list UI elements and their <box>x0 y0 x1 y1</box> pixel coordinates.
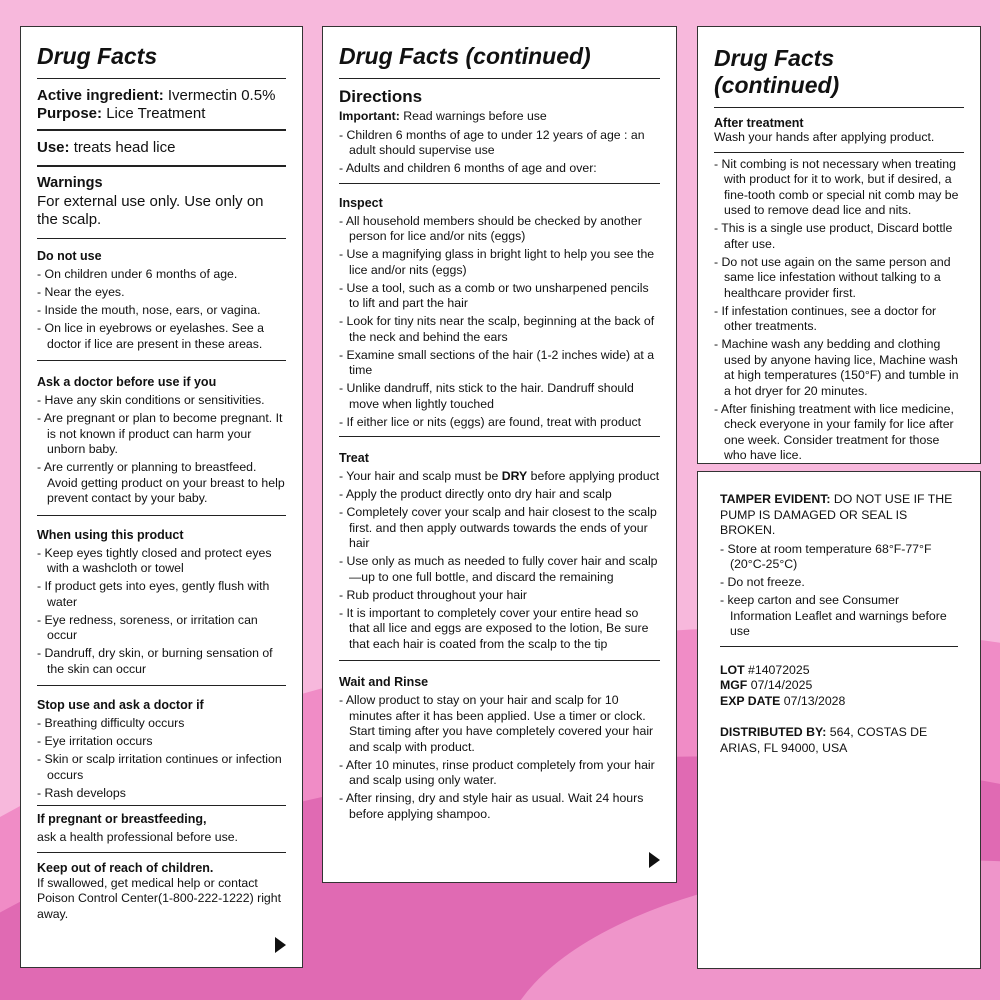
list-item: - Near the eyes. <box>47 285 286 301</box>
list-item: - After finishing treatment with lice medicine, check everyone in your family for lice after one week. Consider treatment for those who have lice. <box>724 402 964 464</box>
list-item: - Have any skin conditions or sensitivities. <box>47 393 286 409</box>
stop-use-list <box>37 716 286 801</box>
warnings-heading: Warnings <box>37 175 103 191</box>
directions-list <box>339 128 660 177</box>
storage-list <box>720 542 958 640</box>
list-item: - Breathing difficulty occurs <box>47 716 286 732</box>
list-item: - Eye redness, soreness, or irritation can occur <box>47 613 286 644</box>
exp-date: EXP DATE 07/13/2028 <box>720 693 846 708</box>
distributor: DISTRIBUTED BY: 564, COSTAS DE ARIAS, FL 94000, USA <box>720 725 928 755</box>
list-item: - Children 6 months of age to under 12 years of age : an adult should supervise use <box>349 128 660 159</box>
after-treatment-text: Wash your hands after applying product. <box>714 130 935 144</box>
list-item: - Are currently or planning to breastfeed. Avoid getting product on your breast to help prevent contact by your baby. <box>47 460 286 507</box>
list-item: - If infestation continues, see a doctor for other treatments. <box>724 304 964 335</box>
list-item: - Eye irritation occurs <box>47 734 286 750</box>
list-item: - Look for tiny nits near the scalp, beginning at the back of the neck and behind the ears <box>349 314 660 345</box>
drug-facts-panel-1 <box>20 26 303 968</box>
list-item: - Do not freeze. <box>730 575 958 591</box>
list-item: - Use a magnifying glass in bright light to help you see the lice and/or nits (eggs) <box>349 247 660 278</box>
continue-arrow-icon <box>275 937 286 953</box>
panel-title: Drug Facts (continued) <box>714 45 964 108</box>
list-item: - Are pregnant or plan to become pregnant. It is not known if product can harm your unborn baby. <box>47 411 286 458</box>
pregnant-heading: If pregnant or breastfeeding, <box>37 812 207 826</box>
list-item: - Apply the product directly onto dry hair and scalp <box>349 487 660 503</box>
tamper-evident: TAMPER EVIDENT: DO NOT USE IF THE PUMP IS DAMAGED OR SEAL IS BROKEN. <box>720 492 953 537</box>
list-item: - This is a single use product, Discard bottle after use. <box>724 221 964 252</box>
list-item: - keep carton and see Consumer Information Leaflet and warnings before use <box>730 593 958 640</box>
list-item: - On children under 6 months of age. <box>47 267 286 283</box>
list-item: - Completely cover your scalp and hair closest to the scalp first. and then apply outwards towards the ends of your hair <box>349 505 660 552</box>
list-item: - Rub product throughout your hair <box>349 588 660 604</box>
list-item: - On lice in eyebrows or eyelashes. See a doctor if lice are present in these areas. <box>47 321 286 352</box>
list-item: - If product gets into eyes, gently flush with water <box>47 579 286 610</box>
lot-number: LOT #14072025 <box>720 662 810 677</box>
panel-title: Drug Facts <box>37 43 286 79</box>
after-treatment-list <box>714 157 964 464</box>
purpose: Purpose: Lice Treatment <box>37 105 206 122</box>
keep-out-text: If swallowed, get medical help or contact Poison Control Center(1-800-222-1222) right away. <box>37 875 282 921</box>
treat-heading: Treat <box>339 451 369 465</box>
list-item: - After rinsing, dry and style hair as usual. Wait 24 hours before applying shampoo. <box>349 791 660 822</box>
stop-use-heading: Stop use and ask a doctor if <box>37 698 204 712</box>
when-using-heading: When using this product <box>37 527 184 542</box>
list-item: - Dandruff, dry skin, or burning sensation of the skin can occur <box>47 646 286 677</box>
list-item: - Keep eyes tightly closed and protect eyes with a washcloth or towel <box>47 546 286 577</box>
list-item: - Nit combing is not necessary when treating with product for it to work, but if desired, a fine-tooth comb or special nit comb may be used to remove dead lice and nits. <box>724 157 964 219</box>
keep-out-heading: Keep out of reach of children. <box>37 860 214 875</box>
important-note: Important: Read warnings before use <box>339 109 547 123</box>
continue-arrow-icon <box>649 852 660 868</box>
list-item: - Machine wash any bedding and clothing used by anyone having lice, Machine wash at high temperatures (150°F) and tumble in a hot dryer for 20 minutes. <box>724 337 964 399</box>
warnings-text: For external use only. Use only on the scalp. <box>37 193 264 228</box>
list-item: - If either lice or nits (eggs) are found, treat with product <box>349 415 660 431</box>
drug-facts-panel-3 <box>697 26 981 464</box>
list-item: - Do not use again on the same person and same lice infestation without talking to a healthcare provider first. <box>724 255 964 302</box>
when-using-list <box>37 546 286 678</box>
list-item: - It is important to completely cover your entire head so that all lice and eggs are exposed to the lotion, Be sure that each hair is coated from the scalp to the tip <box>349 606 660 653</box>
after-treatment-heading: After treatment <box>714 116 804 130</box>
active-ingredient: Active ingredient: Ivermectin 0.5% <box>37 87 276 104</box>
panel-title: Drug Facts (continued) <box>339 43 660 79</box>
list-item: - Rash develops <box>47 786 286 802</box>
list-item: - Examine small sections of the hair (1-2 inches wide) at a time <box>349 348 660 379</box>
treat-list <box>339 469 660 652</box>
ask-doctor-list <box>37 393 286 507</box>
storage-panel <box>697 471 981 969</box>
list-item: - Allow product to stay on your hair and scalp for 10 minutes after it has been applied. Use a timer or clock. Start timing after you have completely covered your hair and scalp with product. <box>349 693 660 755</box>
do-not-use-list <box>37 267 286 352</box>
inspect-heading: Inspect <box>339 195 383 210</box>
list-item: - Use a tool, such as a comb or two unsharpened pencils to lift and part the hair <box>349 281 660 312</box>
list-item: - Unlike dandruff, nits stick to the hair. Dandruff should move when lightly touched <box>349 381 660 412</box>
list-item: - Adults and children 6 months of age and over: <box>349 161 660 177</box>
pregnant-text: ask a health professional before use. <box>37 830 238 844</box>
wait-rinse-heading: Wait and Rinse <box>339 675 429 689</box>
list-item: - Your hair and scalp must be DRY before applying product <box>349 469 660 485</box>
wait-rinse-list <box>339 693 660 822</box>
do-not-use-heading: Do not use <box>37 249 102 263</box>
list-item: - Use only as much as needed to fully cover hair and scalp—up to one full bottle, and discard the remaining <box>349 554 660 585</box>
mfg-date: MGF 07/14/2025 <box>720 678 813 692</box>
list-item: - All household members should be checked by another person for lice and/or nits (eggs) <box>349 214 660 245</box>
use: Use: treats head lice <box>37 139 176 156</box>
drug-facts-panel-2 <box>322 26 677 883</box>
list-item: - Skin or scalp irritation continues or infection occurs <box>47 752 286 783</box>
list-item: - Inside the mouth, nose, ears, or vagina. <box>47 303 286 319</box>
list-item: - After 10 minutes, rinse product completely from your hair and scalp using only water. <box>349 758 660 789</box>
inspect-list <box>339 214 660 431</box>
list-item: - Store at room temperature 68°F-77°F (20°C-25°C) <box>730 542 958 573</box>
ask-doctor-heading: Ask a doctor before use if you <box>37 375 217 389</box>
directions-heading: Directions <box>339 87 423 106</box>
